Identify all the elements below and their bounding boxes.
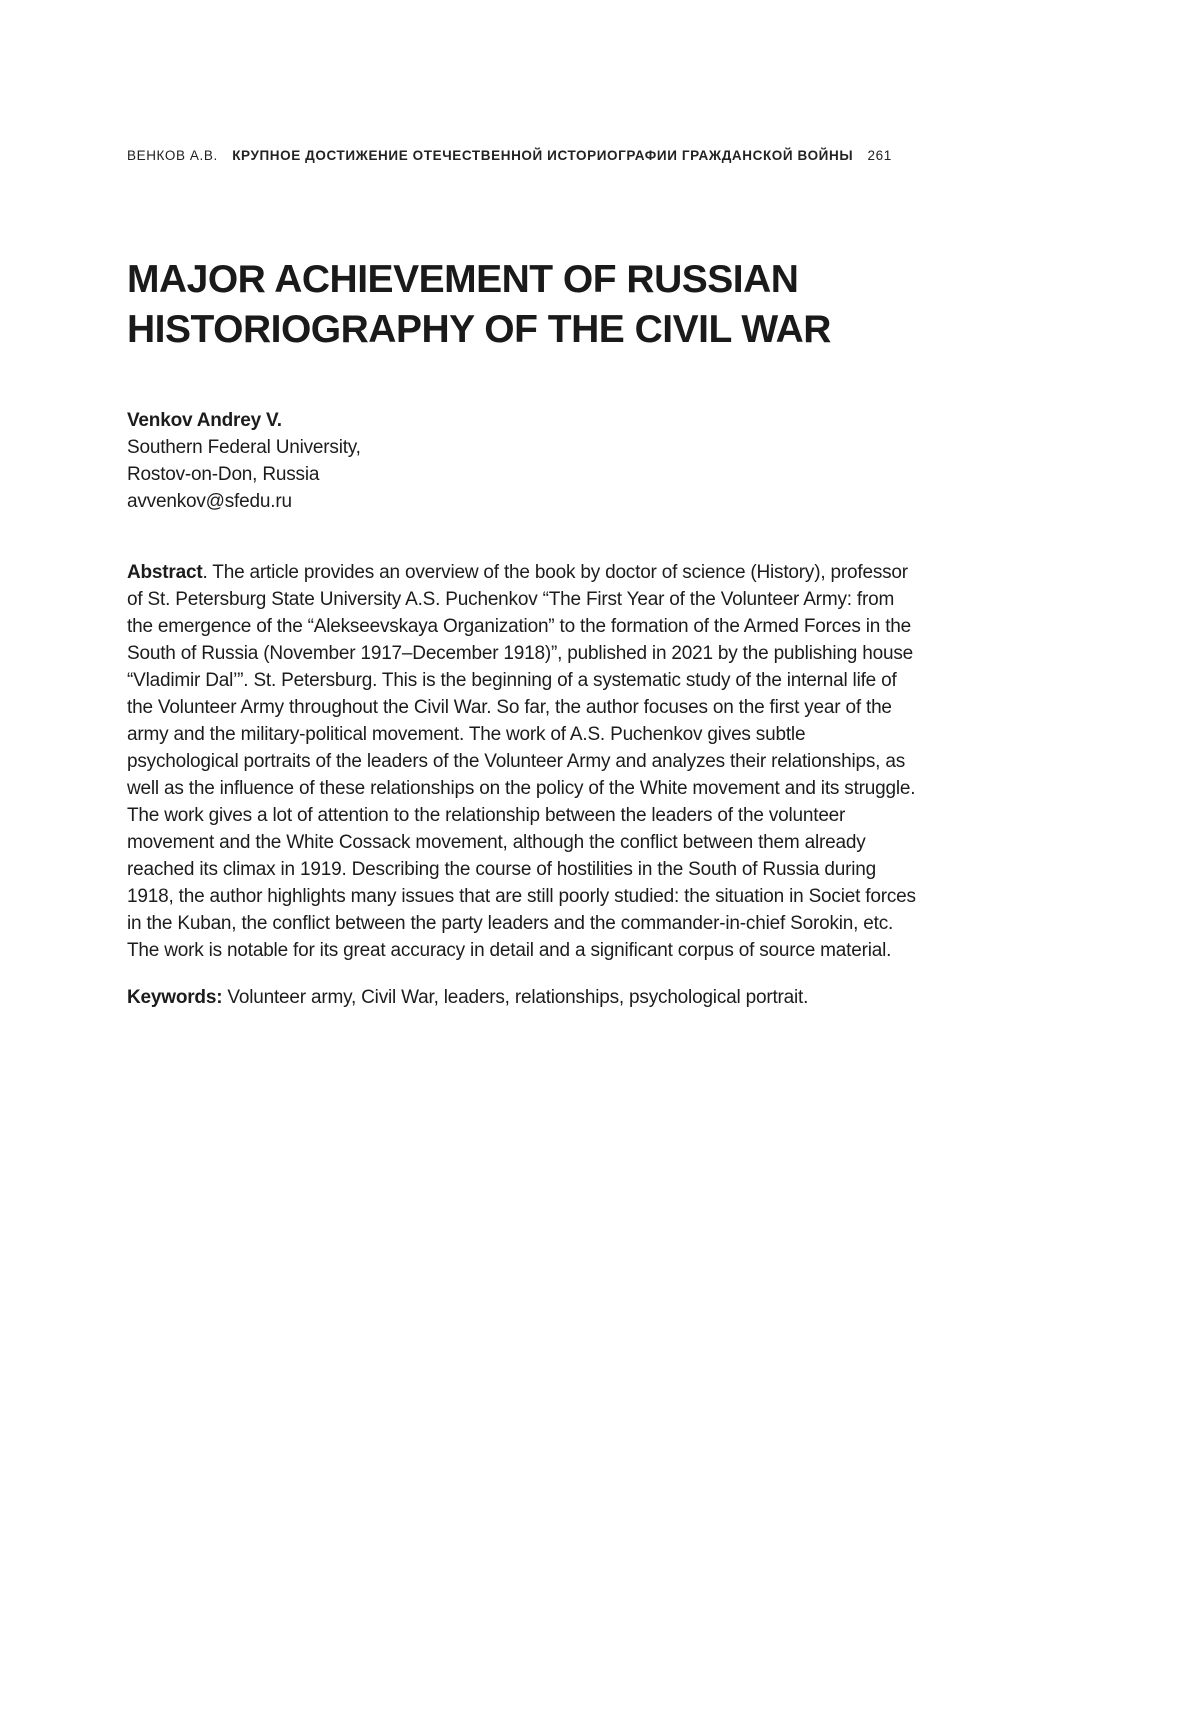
keywords-text: Volunteer army, Civil War, leaders, relationships, psychological portrait. xyxy=(222,987,809,1008)
running-header xyxy=(127,148,927,163)
header-title-short: КРУПНОЕ ДОСТИЖЕНИЕ ОТЕЧЕСТВЕННОЙ ИСТОРИОГРАФИИ ГРАЖДАНСКОЙ ВОЙНЫ xyxy=(232,148,854,163)
header-page-number: 261 xyxy=(867,148,892,163)
abstract-label: Abstract xyxy=(127,562,203,583)
page-content xyxy=(127,0,927,1030)
author-name: Venkov Andrey V. xyxy=(127,410,282,431)
paper-title: MAJOR ACHIEVEMENT OF RUSSIAN HISTORIOGRAPHY OF THE CIVIL WAR xyxy=(127,258,831,351)
author-affiliation: Southern Federal University, xyxy=(127,437,361,458)
abstract-text: . The article provides an overview of the book by doctor of science (History), professor of St. Petersburg State University A.S. Puchenkov “The First Year of the Volunteer Army: from the emergence of the “Alekseevskaya Organization” to the formation of the Armed Forces in the South of Russia (November 1917–December 1918)”, published in 2021 by the publishing house “Vladimir Dal’”. St. Petersburg. This is the beginning of a systematic study of the internal life of the Volunteer Army throughout the Civil War. So far, the author focuses on the first year of the army and the military-political movement. The work of A.S. Puchenkov gives subtle psychological portraits of the leaders of the Volunteer Army and analyzes their relationships, as well as the influence of these relationships on the policy of the White movement and its struggle. The work gives a lot of attention to the relationship between the leaders of the volunteer movement and the White Cossack movement, although the conflict between them already reached its climax in 1919. Describing the course of hostilities in the South of Russia during 1918, the author highlights many issues that are still poorly studied: the situation in Societ forces in the Kuban, the conflict between the party leaders and the commander-in-chief Sorokin, etc. The work is notable for its great accuracy in detail and a significant corpus of source material. xyxy=(127,562,916,961)
keywords-label: Keywords: xyxy=(127,987,223,1008)
keywords-paragraph xyxy=(127,984,917,1011)
author-block xyxy=(127,407,927,515)
author-email: avvenkov@sfedu.ru xyxy=(127,491,292,512)
abstract-paragraph xyxy=(127,559,917,964)
author-location: Rostov-on-Don, Russia xyxy=(127,464,320,485)
header-author-short: ВЕНКОВ А.В. xyxy=(127,148,218,163)
